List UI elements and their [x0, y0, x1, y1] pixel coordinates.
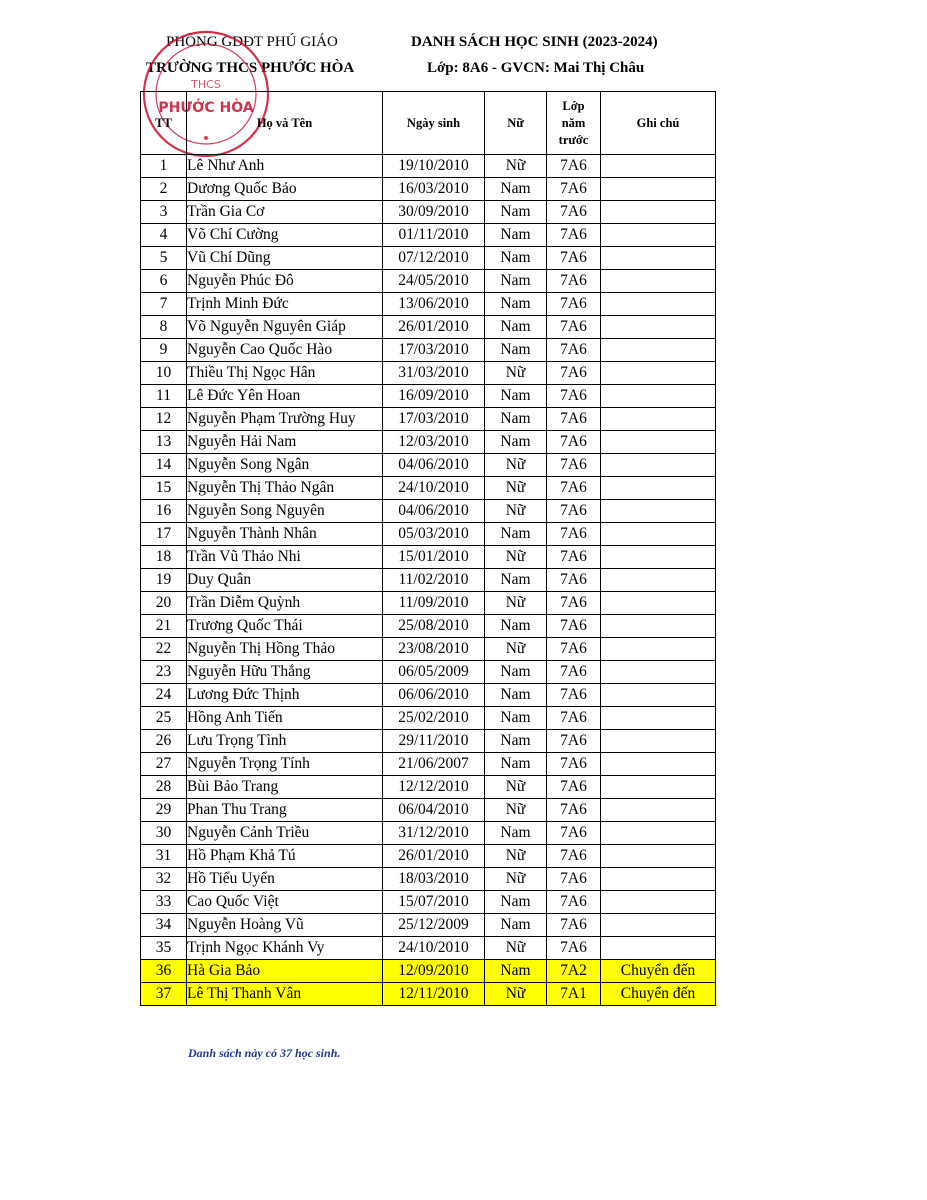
gender: Nữ: [485, 799, 547, 822]
note: [601, 707, 716, 730]
row-number: 10: [141, 362, 187, 385]
previous-class: 7A6: [547, 454, 601, 477]
row-number: 6: [141, 270, 187, 293]
date-of-birth: 21/06/2007: [383, 753, 485, 776]
previous-class: 7A6: [547, 868, 601, 891]
previous-class: 7A6: [547, 776, 601, 799]
date-of-birth: 07/12/2010: [383, 247, 485, 270]
student-name: Nguyễn Thị Thảo Ngân: [187, 477, 383, 500]
table-row: [141, 201, 716, 224]
note: [601, 753, 716, 776]
student-name: Dương Quốc Bảo: [187, 178, 383, 201]
row-number: 18: [141, 546, 187, 569]
previous-class: 7A6: [547, 270, 601, 293]
row-number: 20: [141, 592, 187, 615]
date-of-birth: 31/03/2010: [383, 362, 485, 385]
student-name: Lê Như Anh: [187, 155, 383, 178]
previous-class: 7A6: [547, 293, 601, 316]
table-row: [141, 615, 716, 638]
row-number: 19: [141, 569, 187, 592]
note: [601, 661, 716, 684]
gender: Nam: [485, 523, 547, 546]
date-of-birth: 26/01/2010: [383, 316, 485, 339]
previous-class: 7A6: [547, 201, 601, 224]
date-of-birth: 25/02/2010: [383, 707, 485, 730]
previous-class: 7A6: [547, 224, 601, 247]
table-row: [141, 316, 716, 339]
row-number: 15: [141, 477, 187, 500]
date-of-birth: 24/10/2010: [383, 477, 485, 500]
gender: Nam: [485, 730, 547, 753]
previous-class: 7A6: [547, 546, 601, 569]
gender: Nam: [485, 661, 547, 684]
student-name: Duy Quân: [187, 569, 383, 592]
previous-class: 7A6: [547, 316, 601, 339]
student-name: Bùi Bảo Trang: [187, 776, 383, 799]
table-row: [141, 155, 716, 178]
gender: Nam: [485, 201, 547, 224]
row-number: 37: [141, 983, 187, 1006]
table-row: [141, 339, 716, 362]
student-name: Lưu Trọng Tình: [187, 730, 383, 753]
previous-class: 7A6: [547, 569, 601, 592]
student-name: Nguyễn Cảnh Triều: [187, 822, 383, 845]
row-number: 26: [141, 730, 187, 753]
gender: Nữ: [485, 155, 547, 178]
student-name: Nguyễn Thị Hồng Thảo: [187, 638, 383, 661]
gender: Nam: [485, 224, 547, 247]
note: [601, 454, 716, 477]
table-row: [141, 454, 716, 477]
previous-class: 7A6: [547, 500, 601, 523]
table-row: [141, 891, 716, 914]
note: [601, 684, 716, 707]
previous-class: 7A6: [547, 822, 601, 845]
note: [601, 408, 716, 431]
table-row: [141, 730, 716, 753]
row-number: 17: [141, 523, 187, 546]
previous-class: 7A6: [547, 891, 601, 914]
col-header-name: Họ và Tên: [187, 92, 383, 155]
student-name: Trịnh Minh Đức: [187, 293, 383, 316]
row-number: 5: [141, 247, 187, 270]
gender: Nam: [485, 431, 547, 454]
table-row: [141, 983, 716, 1006]
note: [601, 891, 716, 914]
table-row: [141, 960, 716, 983]
note: [601, 316, 716, 339]
date-of-birth: 31/12/2010: [383, 822, 485, 845]
note: [601, 362, 716, 385]
previous-class: 7A6: [547, 937, 601, 960]
row-number: 9: [141, 339, 187, 362]
row-number: 29: [141, 799, 187, 822]
row-number: 2: [141, 178, 187, 201]
student-name: Nguyễn Thành Nhân: [187, 523, 383, 546]
prev-class-line-3: trước: [558, 132, 589, 147]
date-of-birth: 12/11/2010: [383, 983, 485, 1006]
note: [601, 247, 716, 270]
gender: Nam: [485, 270, 547, 293]
gender: Nữ: [485, 592, 547, 615]
student-name: Lê Thị Thanh Vân: [187, 983, 383, 1006]
gender: Nam: [485, 960, 547, 983]
date-of-birth: 11/02/2010: [383, 569, 485, 592]
previous-class: 7A6: [547, 339, 601, 362]
gender: Nữ: [485, 776, 547, 799]
note: [601, 270, 716, 293]
table-row: [141, 845, 716, 868]
note: [601, 776, 716, 799]
student-name: Nguyễn Hải Nam: [187, 431, 383, 454]
student-name: Hà Gia Bảo: [187, 960, 383, 983]
previous-class: 7A6: [547, 753, 601, 776]
student-name: Hồ Phạm Khả Tú: [187, 845, 383, 868]
previous-class: 7A6: [547, 523, 601, 546]
student-name: Nguyễn Phạm Trường Huy: [187, 408, 383, 431]
date-of-birth: 04/06/2010: [383, 454, 485, 477]
table-row: [141, 753, 716, 776]
note: [601, 477, 716, 500]
previous-class: 7A1: [547, 983, 601, 1006]
previous-class: 7A6: [547, 845, 601, 868]
student-name: Hồ Tiểu Uyển: [187, 868, 383, 891]
date-of-birth: 05/03/2010: [383, 523, 485, 546]
table-row: [141, 592, 716, 615]
gender: Nam: [485, 178, 547, 201]
previous-class: 7A6: [547, 638, 601, 661]
row-number: 30: [141, 822, 187, 845]
prev-class-line-1: Lớp: [562, 98, 585, 113]
date-of-birth: 25/12/2009: [383, 914, 485, 937]
student-name: Hồng Anh Tiến: [187, 707, 383, 730]
date-of-birth: 19/10/2010: [383, 155, 485, 178]
previous-class: 7A6: [547, 408, 601, 431]
row-number: 27: [141, 753, 187, 776]
svg-text:THCS: THCS: [191, 78, 221, 91]
col-header-tt: TT: [141, 92, 187, 155]
row-number: 33: [141, 891, 187, 914]
student-name: Nguyễn Hữu Thắng: [187, 661, 383, 684]
date-of-birth: 15/07/2010: [383, 891, 485, 914]
note: [601, 730, 716, 753]
table-row: [141, 937, 716, 960]
date-of-birth: 17/03/2010: [383, 339, 485, 362]
row-number: 16: [141, 500, 187, 523]
date-of-birth: 15/01/2010: [383, 546, 485, 569]
date-of-birth: 04/06/2010: [383, 500, 485, 523]
student-name: Cao Quốc Việt: [187, 891, 383, 914]
table-row: [141, 523, 716, 546]
gender: Nam: [485, 822, 547, 845]
note: Chuyển đến: [601, 983, 716, 1006]
table-row: [141, 247, 716, 270]
table-row: [141, 385, 716, 408]
previous-class: 7A6: [547, 477, 601, 500]
previous-class: 7A6: [547, 247, 601, 270]
note: [601, 615, 716, 638]
gender: Nữ: [485, 937, 547, 960]
date-of-birth: 25/08/2010: [383, 615, 485, 638]
gender: Nam: [485, 891, 547, 914]
date-of-birth: 17/03/2010: [383, 408, 485, 431]
footer-note: Danh sách này có 37 học sinh.: [188, 1046, 341, 1060]
gender: Nữ: [485, 638, 547, 661]
row-number: 28: [141, 776, 187, 799]
table-row: [141, 638, 716, 661]
table-row: [141, 293, 716, 316]
gender: Nữ: [485, 454, 547, 477]
date-of-birth: 18/03/2010: [383, 868, 485, 891]
row-number: 22: [141, 638, 187, 661]
table-row: [141, 224, 716, 247]
gender: Nam: [485, 385, 547, 408]
student-name: Nguyễn Phúc Đô: [187, 270, 383, 293]
student-name: Trịnh Ngọc Khánh Vy: [187, 937, 383, 960]
student-name: Trần Diễm Quỳnh: [187, 592, 383, 615]
row-number: 32: [141, 868, 187, 891]
svg-text:PHƯỚC HÒA: PHƯỚC HÒA: [158, 100, 254, 116]
gender: Nữ: [485, 477, 547, 500]
row-number: 1: [141, 155, 187, 178]
document-title: DANH SÁCH HỌC SINH (2023-2024): [411, 34, 658, 50]
note: [601, 546, 716, 569]
date-of-birth: 16/09/2010: [383, 385, 485, 408]
previous-class: 7A6: [547, 155, 601, 178]
date-of-birth: 13/06/2010: [383, 293, 485, 316]
row-number: 13: [141, 431, 187, 454]
note: [601, 638, 716, 661]
note: [601, 868, 716, 891]
prev-class-line-2: năm: [561, 115, 586, 130]
note: [601, 500, 716, 523]
row-number: 23: [141, 661, 187, 684]
note: [601, 155, 716, 178]
student-name: Lê Đức Yên Hoan: [187, 385, 383, 408]
gender: Nữ: [485, 983, 547, 1006]
student-name: Nguyễn Song Ngân: [187, 454, 383, 477]
table-row: [141, 776, 716, 799]
previous-class: 7A6: [547, 592, 601, 615]
table-row: [141, 684, 716, 707]
row-number: 21: [141, 615, 187, 638]
school-name: TRƯỜNG THCS PHƯỚC HÒA: [146, 60, 355, 76]
date-of-birth: 06/06/2010: [383, 684, 485, 707]
row-number: 14: [141, 454, 187, 477]
previous-class: 7A6: [547, 178, 601, 201]
table-row: [141, 546, 716, 569]
gender: Nam: [485, 753, 547, 776]
col-header-dob: Ngày sinh: [383, 92, 485, 155]
row-number: 36: [141, 960, 187, 983]
gender: Nam: [485, 684, 547, 707]
gender: Nam: [485, 247, 547, 270]
previous-class: 7A6: [547, 661, 601, 684]
previous-class: 7A2: [547, 960, 601, 983]
note: [601, 178, 716, 201]
note: [601, 822, 716, 845]
date-of-birth: 12/09/2010: [383, 960, 485, 983]
table-row: [141, 178, 716, 201]
note: Chuyển đến: [601, 960, 716, 983]
gender: Nữ: [485, 362, 547, 385]
student-name: Vũ Chí Dũng: [187, 247, 383, 270]
gender: Nam: [485, 569, 547, 592]
department-name: PHÒNG GDĐT PHÚ GIÁO: [166, 34, 338, 50]
previous-class: 7A6: [547, 362, 601, 385]
gender: Nam: [485, 707, 547, 730]
row-number: 31: [141, 845, 187, 868]
date-of-birth: 16/03/2010: [383, 178, 485, 201]
gender: Nữ: [485, 546, 547, 569]
date-of-birth: 29/11/2010: [383, 730, 485, 753]
note: [601, 592, 716, 615]
row-number: 35: [141, 937, 187, 960]
previous-class: 7A6: [547, 730, 601, 753]
date-of-birth: 23/08/2010: [383, 638, 485, 661]
table-row: [141, 408, 716, 431]
previous-class: 7A6: [547, 707, 601, 730]
date-of-birth: 01/11/2010: [383, 224, 485, 247]
col-header-note: Ghi chú: [601, 92, 716, 155]
table-row: [141, 500, 716, 523]
student-name: Trần Gia Cơ: [187, 201, 383, 224]
table-row: [141, 270, 716, 293]
table-header-row: [141, 92, 716, 155]
previous-class: 7A6: [547, 684, 601, 707]
student-name: Nguyễn Song Nguyên: [187, 500, 383, 523]
student-name: Trương Quốc Thái: [187, 615, 383, 638]
gender: Nam: [485, 615, 547, 638]
gender: Nữ: [485, 500, 547, 523]
col-header-female: Nữ: [485, 92, 547, 155]
row-number: 25: [141, 707, 187, 730]
class-info: Lớp: 8A6 - GVCN: Mai Thị Châu: [427, 60, 645, 76]
previous-class: 7A6: [547, 431, 601, 454]
row-number: 7: [141, 293, 187, 316]
note: [601, 224, 716, 247]
row-number: 4: [141, 224, 187, 247]
note: [601, 569, 716, 592]
row-number: 11: [141, 385, 187, 408]
gender: Nam: [485, 293, 547, 316]
table-row: [141, 431, 716, 454]
row-number: 8: [141, 316, 187, 339]
student-roster-table: [140, 91, 716, 1006]
date-of-birth: 11/09/2010: [383, 592, 485, 615]
date-of-birth: 24/10/2010: [383, 937, 485, 960]
student-name: Nguyễn Cao Quốc Hào: [187, 339, 383, 362]
date-of-birth: 26/01/2010: [383, 845, 485, 868]
student-name: Lương Đức Thịnh: [187, 684, 383, 707]
date-of-birth: 12/12/2010: [383, 776, 485, 799]
note: [601, 845, 716, 868]
table-row: [141, 822, 716, 845]
note: [601, 385, 716, 408]
note: [601, 201, 716, 224]
note: [601, 914, 716, 937]
date-of-birth: 06/04/2010: [383, 799, 485, 822]
note: [601, 431, 716, 454]
note: [601, 339, 716, 362]
note: [601, 293, 716, 316]
gender: Nữ: [485, 868, 547, 891]
table-row: [141, 868, 716, 891]
table-row: [141, 362, 716, 385]
previous-class: 7A6: [547, 385, 601, 408]
student-name: Nguyễn Trọng Tính: [187, 753, 383, 776]
gender: Nam: [485, 316, 547, 339]
table-row: [141, 799, 716, 822]
note: [601, 523, 716, 546]
col-header-prev-class: [547, 92, 601, 155]
table-row: [141, 914, 716, 937]
date-of-birth: 06/05/2009: [383, 661, 485, 684]
table-row: [141, 661, 716, 684]
note: [601, 937, 716, 960]
gender: Nam: [485, 408, 547, 431]
student-name: Nguyễn Hoàng Vũ: [187, 914, 383, 937]
gender: Nam: [485, 914, 547, 937]
note: [601, 799, 716, 822]
student-name: Thiều Thị Ngọc Hân: [187, 362, 383, 385]
previous-class: 7A6: [547, 615, 601, 638]
table-row: [141, 707, 716, 730]
gender: Nữ: [485, 845, 547, 868]
gender: Nam: [485, 339, 547, 362]
student-name: Trần Vũ Thảo Nhi: [187, 546, 383, 569]
row-number: 3: [141, 201, 187, 224]
date-of-birth: 30/09/2010: [383, 201, 485, 224]
previous-class: 7A6: [547, 914, 601, 937]
student-name: Phan Thu Trang: [187, 799, 383, 822]
student-name: Võ Chí Cường: [187, 224, 383, 247]
student-name: Võ Nguyễn Nguyên Giáp: [187, 316, 383, 339]
row-number: 24: [141, 684, 187, 707]
table-row: [141, 477, 716, 500]
previous-class: 7A6: [547, 799, 601, 822]
date-of-birth: 12/03/2010: [383, 431, 485, 454]
table-row: [141, 569, 716, 592]
row-number: 34: [141, 914, 187, 937]
date-of-birth: 24/05/2010: [383, 270, 485, 293]
row-number: 12: [141, 408, 187, 431]
